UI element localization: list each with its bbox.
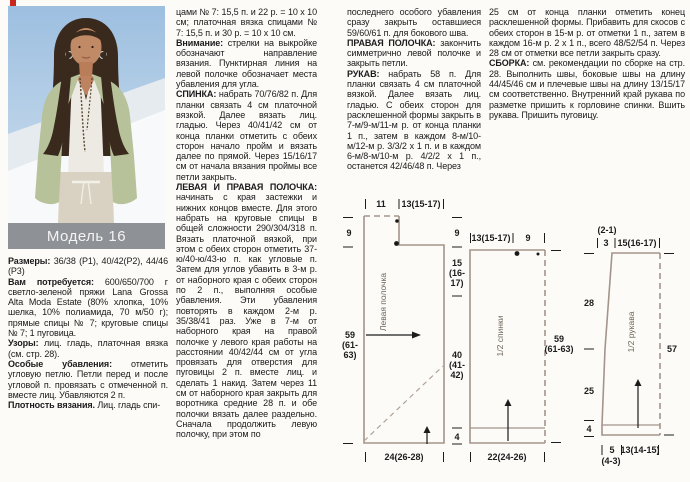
paragraph-heading: Размеры: xyxy=(8,256,54,266)
schematic-left-front xyxy=(342,199,465,462)
measurement-label: 9 xyxy=(525,233,531,243)
paragraph: ПРАВАЯ ПОЛОЧКА: закончить симметрично левой полочке и закрыть петли. xyxy=(347,37,481,69)
arrowhead xyxy=(505,399,512,406)
paragraph-heading: Плотность вязания. xyxy=(8,400,98,411)
paragraph: Размеры: 36/38 (Р1), 40/42(Р2), 44/46 (Р3) xyxy=(8,256,168,277)
measurement-label: (61-63) xyxy=(544,344,574,354)
measurement-label: (4-3) xyxy=(601,456,621,466)
measurement-label: 59 xyxy=(344,330,356,340)
piece-name-half-sleeve: 1/2 рукава xyxy=(626,311,636,353)
text-column-4 xyxy=(489,7,685,215)
paragraph: Узоры: лиц. гладь, платочная вязка (см. стр. 28). xyxy=(8,338,168,359)
neck xyxy=(79,62,93,78)
piece-name-half-back: 1/2 спинки xyxy=(495,315,505,357)
paragraph: Особые убавления: отметить угловую петлю. Петли перед и после угловой п. провязать с отмеченной п. вместе лиц. Убавляются 2 п. xyxy=(8,358,168,400)
measurement-label: 4 xyxy=(586,424,592,434)
measurement-label: 22(24-26) xyxy=(487,452,527,462)
text-column-2 xyxy=(176,7,317,482)
schematic-half-sleeve xyxy=(584,225,677,466)
eye-right xyxy=(91,46,93,48)
piece-name-left-front: Левая полочка xyxy=(378,272,388,332)
measurement-label: 25 xyxy=(583,386,595,396)
paragraph-heading: ЛЕВАЯ И ПРАВАЯ ПОЛОЧКА: xyxy=(176,182,317,193)
measurement-label: 11 xyxy=(376,199,386,209)
arrowhead xyxy=(424,426,431,433)
paragraph: СБОРКА: см. рекомендации по сборке на стр. 28. Выполнить швы, боковые швы на длину 44/45/46 см и плечевые швы на длину 13/15/17 см соответственно. Внутренний край рукава по разметке пришить к горловине спинки. Вшить рукава. Пришить пуговицу. xyxy=(489,58,685,120)
measurement-label: (61- xyxy=(341,340,359,350)
paragraph: последнего особого убавления сразу закрыть оставшиеся 59/60/61 п. для бокового шва. xyxy=(347,7,481,38)
measurement-label: 42) xyxy=(450,370,464,380)
schematic-half-back xyxy=(470,233,574,462)
measurement-label: 13(15-17) xyxy=(401,199,441,209)
paragraph-heading: Особые убавления: xyxy=(8,358,132,369)
paragraph: СПИНКА: набрать 70/76/82 п. Для планки связать 4 см платочной вязкой. Далее вязать лиц. гладью. Через 40/41/42 см от конца планки отметить с обеих сторон начало пройм и вязать далее по прямой. Через 15/16/17 см от начала вязания проймы все петли закрыть. xyxy=(176,89,317,182)
paragraph-heading: СБОРКА: xyxy=(489,58,533,69)
measurement-label: 9 xyxy=(454,228,460,238)
paragraph-heading: СПИНКА: xyxy=(176,89,219,100)
paragraph-heading: РУКАВ: xyxy=(347,68,389,79)
measurement-label: (41- xyxy=(448,360,466,370)
measurement-label: 13(15-17) xyxy=(471,233,511,243)
measurement-label: 5 xyxy=(609,445,615,455)
measurement-label: (16- xyxy=(448,268,466,278)
measurement-label: 40 xyxy=(451,350,463,360)
text-column-1 xyxy=(8,256,168,482)
measurement-label: 59 xyxy=(553,334,565,344)
measurement-label: 13(14-15) xyxy=(620,445,660,455)
marker-dot xyxy=(515,251,520,256)
paragraph: Внимание: стрелки на выкройке обозначают направление вязания. Пунктирная линия на левой полочке обозначает места убавления для угла. xyxy=(176,37,317,90)
paragraph: Вам потребуется: 600/650/700 г светло-зеленой пряжи Lana Grossa Alta Moda Estate (80% хлопка, 10% шелка, 10% полиамида, 70 м/50 г); прямые спицы № 7; круговые спицы № 7; 1 пуговица. xyxy=(8,276,168,339)
marker-dot xyxy=(394,241,399,246)
measurement-label: 28 xyxy=(583,298,595,308)
measurement-label: 15(16-17) xyxy=(617,238,657,248)
arrowhead xyxy=(635,379,642,386)
paragraph: ЛЕВАЯ И ПРАВАЯ ПОЛОЧКА: начинать с края застежки и нижних концов вместе. Для этого набрать на круговые спицы в общей сложности 290/304/318 п. Вязать платочной вязкой, при этом с обеих сторон отметить 37-ю/40-ю/43-ю п. как угловые п. Затем для углов убавить в 3-м р. от наборного края с обеих сторон по 2 п., выполняя особые убавления. Эти убавления повторять в каждом 2-м р. 35/38/41 раз. Уже в 7-м от наборного края на правой полочке у левого края работы на расстоянии 40/42/44 см от угла провязать для отверстия для пуговицы 2 п. вместе лиц. и сделать 1 накид. Затем через 11 см от наборного края закрыть для воротника средние 28 п. и обе полочки вязать далее раздельно. Сначала продолжить левую полочку, при этом по xyxy=(176,182,317,440)
model-photo xyxy=(8,6,165,249)
model-label: Модель 16 xyxy=(8,223,165,249)
measurement-label: 3 xyxy=(603,238,609,248)
paragraph: РУКАВ: набрать 58 п. Для планки связать 4 см платочной вязкой. Далее вязать лиц. гладью. С обеих сторон для расклешенной формы закрыть в 7-м/9-м/11-м р. от конца планки 1 п., затем в каждом 8-м/10-м/12-м р. 3/3/2 х 1 п. и в каждом 6-м/8-м/10-м р. 4/2/2 х 1 п., останется 42/46/48 п. Через xyxy=(347,68,481,172)
measurement-label: 17) xyxy=(450,278,464,288)
marker-dot xyxy=(537,253,540,256)
marker-dot xyxy=(395,219,399,223)
text-column-3 xyxy=(347,7,481,192)
pants xyxy=(58,172,114,223)
measurement-label: 4 xyxy=(454,432,460,442)
left-front-outline xyxy=(364,216,444,443)
measurement-label: (2-1) xyxy=(597,225,617,235)
arrowhead xyxy=(412,332,421,339)
pattern-schematics xyxy=(336,192,690,482)
measurement-label: 9 xyxy=(346,228,352,238)
paragraph-heading: ПРАВАЯ ПОЛОЧКА: xyxy=(347,37,441,48)
paragraph-heading: Вам потребуется: xyxy=(8,276,105,287)
paragraph: Плотность вязания. Лиц. гладь спи- xyxy=(8,400,161,411)
paragraph-heading: Внимание: xyxy=(176,37,228,48)
measurement-label: 63) xyxy=(343,350,357,360)
eye-left xyxy=(78,46,80,48)
measurement-label: 24(26-28) xyxy=(384,452,424,462)
measurement-label: 57 xyxy=(666,344,678,354)
paragraph-heading: Узоры: xyxy=(8,338,44,349)
measurement-label: 15 xyxy=(451,258,463,268)
corner-decrease-dashed-line xyxy=(364,366,443,441)
paragraph: цами № 7: 15,5 п. и 22 р. = 10 х 10 см; платочная вязка спицами № 7: 15,5 п. и 30 р. = 10 х 10 см. xyxy=(176,7,317,38)
model-photo-illustration xyxy=(8,6,165,223)
paragraph: 25 см от конца планки отметить конец расклешенной формы. Прибавить для скосов с обеих сторон в 15-м р. от отметки 1 п., затем в каждом 16-м р. 2 х 1 п., всего 48/52/54 п. Через 28 см от отметки все петли закрыть сразу. xyxy=(489,7,685,59)
